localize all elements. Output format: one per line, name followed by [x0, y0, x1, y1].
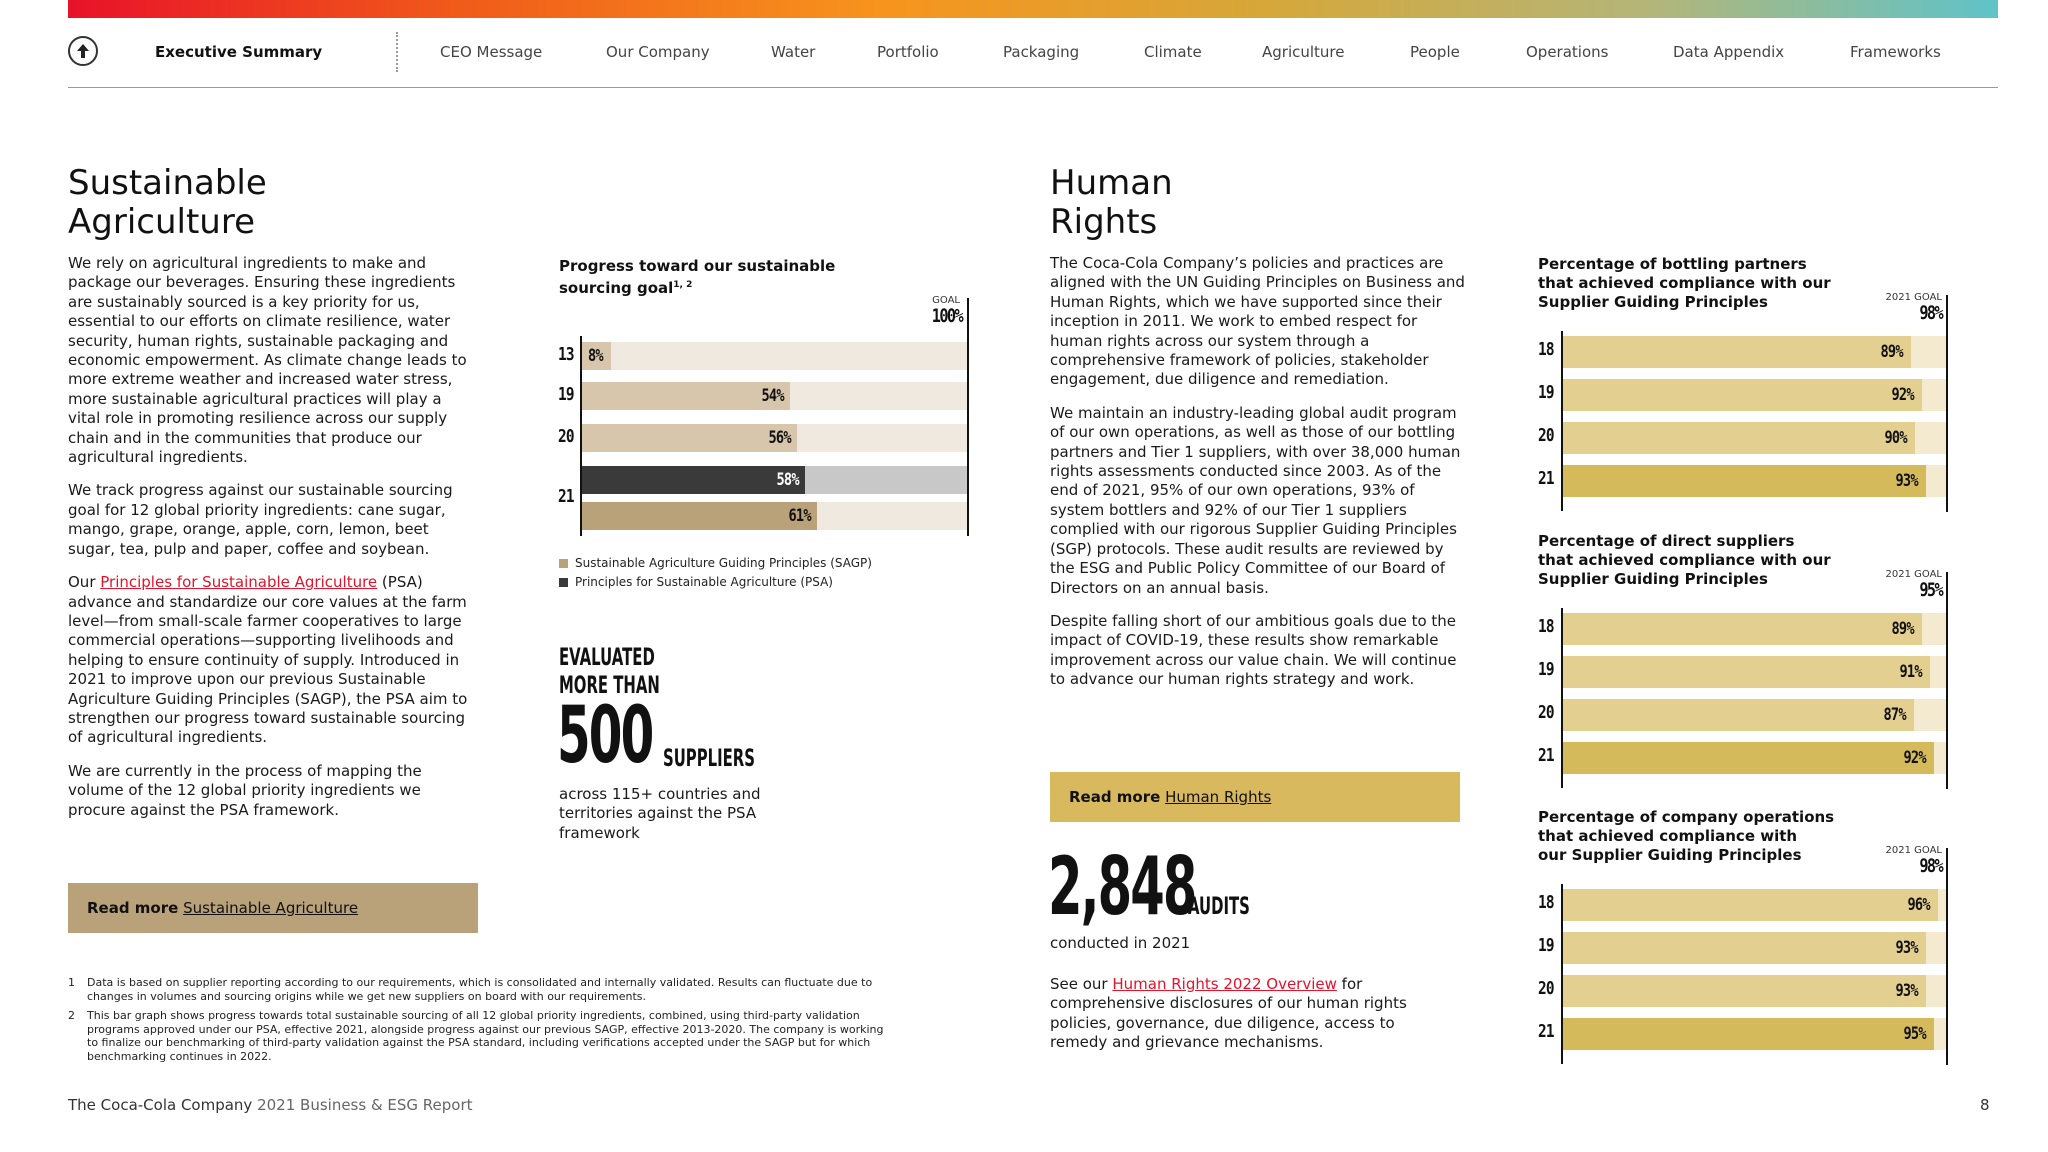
footnote-2: [68, 1009, 888, 1063]
compliance-chart-title: [1538, 255, 1858, 312]
compliance-bar-value: 92%: [1891, 385, 1914, 405]
compliance-goal-label: 2021 GOAL: [1885, 292, 1942, 303]
human-rights-paragraph-1: The Coca-Cola Company’s policies and practices are aligned with the UN Guiding Principles on Business and Human Rights, which we have supported since their inception in 2011. We work to embed respect for human rights across our system through a comprehensive framework of policies, stakeholder engagement, due diligence and remediation.: [1050, 254, 1465, 389]
nav-item-portfolio[interactable]: Portfolio: [877, 43, 939, 61]
agriculture-paragraph-2: We track progress against our sustainable sourcing goal for 12 global priority ingredients: cane sugar, mango, grape, orange, apple, corn, lemon, beet sugar, tea, pulp and paper, coffee and soybean.: [68, 481, 453, 558]
see-overview-text: [1050, 975, 1450, 1053]
compliance-bar: [1561, 465, 1926, 497]
compliance-bar: [1561, 975, 1926, 1007]
nav-executive-summary[interactable]: Executive Summary: [155, 43, 323, 61]
see-overview-pre: See our: [1050, 975, 1113, 993]
nav-item-our-company[interactable]: Our Company: [606, 43, 710, 61]
agriculture-body: [68, 254, 478, 834]
compliance-axis: [1561, 331, 1563, 511]
sourcing-bar-track: [580, 342, 968, 370]
compliance-bar-value: 89%: [1891, 619, 1914, 639]
read-more-label: Read more: [87, 899, 179, 917]
sourcing-bar-value: 58%: [776, 470, 799, 490]
compliance-bar-value: 92%: [1903, 748, 1926, 768]
compliance-goal-value: 98%: [1919, 302, 1942, 324]
compliance-year-label: 20: [1538, 702, 1554, 723]
agriculture-paragraph-3: [68, 573, 478, 748]
agriculture-title-line1: Sustainable: [68, 163, 267, 203]
compliance-bar: [1561, 1018, 1934, 1050]
compliance-chart-title-line: Supplier Guiding Principles: [1538, 570, 1768, 588]
nav-item-ceo-message[interactable]: CEO Message: [440, 43, 543, 61]
compliance-bar: [1561, 336, 1911, 368]
sourcing-year-label: 19: [558, 384, 574, 405]
sourcing-year-label: 21: [558, 486, 574, 507]
compliance-year-label: 19: [1538, 659, 1554, 680]
legend-label-sagp: Sustainable Agriculture Guiding Principles (SAGP): [575, 556, 872, 570]
compliance-bar-value: 93%: [1895, 471, 1918, 491]
compliance-year-label: 20: [1538, 425, 1554, 446]
human-rights-paragraph-3: Despite falling short of our ambitious goals due to the impact of COVID-19, these results show remarkable improvement across our value chain. We will continue to advance our human rights strategy and work.: [1050, 611, 1457, 689]
read-more-human-rights-link[interactable]: Human Rights: [1165, 788, 1272, 806]
brand-gradient-bar: [68, 0, 1998, 18]
sourcing-goal-value: 100%: [931, 305, 962, 327]
agriculture-p3-post: (PSA) advance and standardize our core values at the farm level—from small-scale farmer cooperatives to large commercial operations—supporting livelihoods and helping to ensure continuity of supply. Introduced in 2021 to improve upon our previous Sustainable Agriculture Guiding Principles (SAGP), the PSA aim to strengthen our progress toward sustainable sourcing of agricultural ingredients.: [68, 573, 468, 747]
compliance-goal-line: [1946, 572, 1948, 789]
compliance-bar: [1561, 932, 1926, 964]
sourcing-legend: [559, 556, 872, 594]
compliance-bar-value: 87%: [1883, 705, 1906, 725]
read-more-agriculture-link[interactable]: Sustainable Agriculture: [183, 899, 359, 917]
compliance-year-label: 19: [1538, 935, 1554, 956]
read-more-human-rights-button[interactable]: [1050, 772, 1460, 822]
compliance-bar-value: 95%: [1903, 1024, 1926, 1044]
human-rights-body: [1050, 254, 1470, 704]
compliance-goal-value: 98%: [1919, 855, 1942, 877]
sourcing-chart-footnote-ref: 1, 2: [673, 280, 693, 290]
agriculture-title-line2: Agriculture: [68, 202, 255, 242]
compliance-goal-label: 2021 GOAL: [1885, 845, 1942, 856]
compliance-bar-value: 93%: [1895, 938, 1918, 958]
compliance-year-label: 20: [1538, 978, 1554, 999]
compliance-year-label: 21: [1538, 745, 1554, 766]
arrow-up-icon: [75, 43, 91, 59]
compliance-year-label: 18: [1538, 616, 1554, 637]
compliance-bar: [1561, 422, 1915, 454]
nav-item-water[interactable]: Water: [771, 43, 816, 61]
sourcing-goal-label: GOAL: [932, 295, 960, 306]
compliance-chart-title-line: Supplier Guiding Principles: [1538, 293, 1768, 311]
human-rights-title: [1050, 164, 1173, 242]
compliance-year-label: 18: [1538, 892, 1554, 913]
compliance-year-label: 21: [1538, 1021, 1554, 1042]
audits-description: conducted in 2021: [1050, 934, 1191, 952]
compliance-bar: [1561, 613, 1922, 645]
sourcing-bar-sagp: [580, 424, 797, 452]
compliance-bar: [1561, 699, 1914, 731]
psa-link[interactable]: Principles for Sustainable Agriculture: [100, 573, 378, 592]
sourcing-bar-psa: [580, 466, 805, 494]
footnote-2-number: 2: [68, 1009, 75, 1022]
legend-label-psa: Principles for Sustainable Agriculture (PSA): [575, 575, 833, 589]
compliance-goal-line: [1946, 848, 1948, 1065]
footnote-1-text: Data is based on supplier reporting according to our requirements, which is consolidated and internally validated. Results can fluctuate due to changes in volumes and sourcing origins while we get new suppliers on board with our requirements.: [87, 976, 873, 1003]
sourcing-bar-sagp: [580, 382, 790, 410]
compliance-axis: [1561, 884, 1563, 1064]
compliance-chart-title-line: that achieved compliance with our: [1538, 551, 1831, 569]
compliance-bar: [1561, 656, 1930, 688]
nav-item-frameworks[interactable]: Frameworks: [1850, 43, 1941, 61]
stat-number-500: 500: [557, 691, 653, 781]
footer-brand: The Coca-Cola Company: [68, 1096, 253, 1114]
human-rights-title-line2: Rights: [1050, 202, 1158, 242]
nav-item-data-appendix[interactable]: Data Appendix: [1673, 43, 1785, 61]
compliance-chart-title-line: Percentage of bottling partners: [1538, 255, 1807, 273]
footnote-1-number: 1: [68, 976, 75, 989]
stat-line2: MORE THAN: [559, 671, 660, 699]
sourcing-bar-value: 56%: [768, 428, 791, 448]
legend-item-psa: [559, 575, 872, 589]
compliance-chart-title-line: that achieved compliance with our: [1538, 274, 1831, 292]
see-overview-post: for comprehensive disclosures of our human rights policies, governance, due diligence, access to remedy and grievance mechanisms.: [1050, 975, 1407, 1052]
footnotes: [68, 976, 888, 1069]
read-more-label: Read more: [1069, 788, 1161, 806]
sourcing-bar-value: 54%: [761, 386, 784, 406]
compliance-chart-title-line: our Supplier Guiding Principles: [1538, 846, 1802, 864]
nav-item-packaging[interactable]: Packaging: [1003, 43, 1080, 61]
nav-item-people[interactable]: People: [1410, 43, 1460, 61]
legend-swatch-sagp: [559, 559, 568, 568]
page-footer: [68, 1096, 473, 1114]
compliance-chart-title: [1538, 532, 1858, 589]
footer-report: 2021 Business & ESG Report: [257, 1096, 473, 1114]
compliance-goal-value: 95%: [1919, 579, 1942, 601]
nav-item-climate[interactable]: Climate: [1144, 43, 1202, 61]
compliance-year-label: 19: [1538, 382, 1554, 403]
compliance-goal-label: 2021 GOAL: [1885, 569, 1942, 580]
compliance-bar-value: 89%: [1880, 342, 1903, 362]
compliance-bar: [1561, 889, 1938, 921]
human-rights-paragraph-2: We maintain an industry-leading global audit program of our own operations, as well as those of our bottling partners and Tier 1 suppliers, with over 38,000 human rights assessments conducted since 2003. As of the end of 2021, 95% of our own operations, 93% of system bottlers and 92% of our Tier 1 suppliers complied with our rigorous Supplier Guiding Principles (SGP) protocols. These audit results are reviewed by the ESG and Public Policy Committee of our Board of Directors on an annual basis.: [1050, 403, 1461, 597]
audits-unit: AUDITS: [1188, 892, 1250, 920]
compliance-bar-value: 91%: [1899, 662, 1922, 682]
agriculture-p3-pre: Our: [68, 573, 101, 592]
sourcing-year-label: 13: [558, 344, 574, 365]
footnote-2-text: This bar graph shows progress towards total sustainable sourcing of all 12 global priority ingredients, combined, using third-party validation programs approved under our PSA, effective 2021, alongside progress against our previous SAGP, effective 2013-2020. The company is working to finalize our benchmarking of third-party validation against the PSA standard, including verifications accepted under the SAGP but for which benchmarking continues in 2022.: [87, 1009, 884, 1063]
sourcing-bar-value: 8%: [588, 346, 603, 366]
stat-line1: EVALUATED: [559, 643, 655, 671]
compliance-bar-value: 90%: [1884, 428, 1907, 448]
agriculture-paragraph-4: We are currently in the process of mapping the volume of the 12 global priority ingredients we procure against the PSA framework.: [68, 761, 422, 819]
audits-number: 2,848: [1048, 840, 1196, 933]
compliance-goal-line: [1946, 295, 1948, 512]
back-to-top-button[interactable]: [68, 36, 98, 66]
legend-item-sagp: [559, 556, 872, 570]
compliance-chart-title: [1538, 808, 1858, 865]
stat-description: across 115+ countries and territories against the PSA framework: [559, 785, 761, 842]
footnote-1: [68, 976, 888, 1003]
compliance-bar: [1561, 379, 1922, 411]
compliance-year-label: 21: [1538, 468, 1554, 489]
sourcing-chart-title-text: Progress toward our sustainable sourcing goal: [559, 257, 836, 297]
nav-divider: [396, 32, 398, 72]
sourcing-year-label: 20: [558, 426, 574, 447]
sourcing-chart-title: [559, 257, 879, 298]
sourcing-bar-sagp: [580, 502, 817, 530]
compliance-year-label: 18: [1538, 339, 1554, 360]
sourcing-chart-axis: [580, 336, 582, 536]
read-more-agriculture-button[interactable]: [68, 883, 478, 933]
sourcing-goal-line: [967, 298, 969, 536]
stat-unit-suppliers: SUPPLIERS: [663, 744, 755, 772]
compliance-chart-title-line: Percentage of direct suppliers: [1538, 532, 1795, 550]
nav-item-operations[interactable]: Operations: [1526, 43, 1609, 61]
legend-swatch-psa: [559, 578, 568, 587]
agriculture-title: [68, 164, 267, 242]
top-navigation: [68, 30, 1998, 88]
agriculture-paragraph-1: We rely on agricultural ingredients to make and package our beverages. Ensuring these ingredients are sustainably sourced is a key priority for us, essential to our efforts on climate resilience, water security, human rights, sustainable packaging and economic empowerment. As climate change leads to more extreme weather and increased water stress, more sustainable agricultural practices will play a vital role in promoting resilience across our supply chain and in the communities that produce our agricultural ingredients.: [68, 254, 467, 467]
compliance-chart-title-line: Percentage of company operations: [1538, 808, 1835, 826]
sourcing-bar-value: 61%: [788, 506, 811, 526]
human-rights-title-line1: Human: [1050, 163, 1173, 203]
human-rights-overview-link[interactable]: Human Rights 2022 Overview: [1112, 975, 1337, 993]
compliance-bar: [1561, 742, 1934, 774]
page-number: 8: [1980, 1096, 1990, 1114]
compliance-bar-value: 93%: [1895, 981, 1918, 1001]
compliance-bar-value: 96%: [1907, 895, 1930, 915]
nav-item-agriculture[interactable]: Agriculture: [1262, 43, 1345, 61]
compliance-chart-title-line: that achieved compliance with: [1538, 827, 1798, 845]
compliance-axis: [1561, 608, 1563, 788]
